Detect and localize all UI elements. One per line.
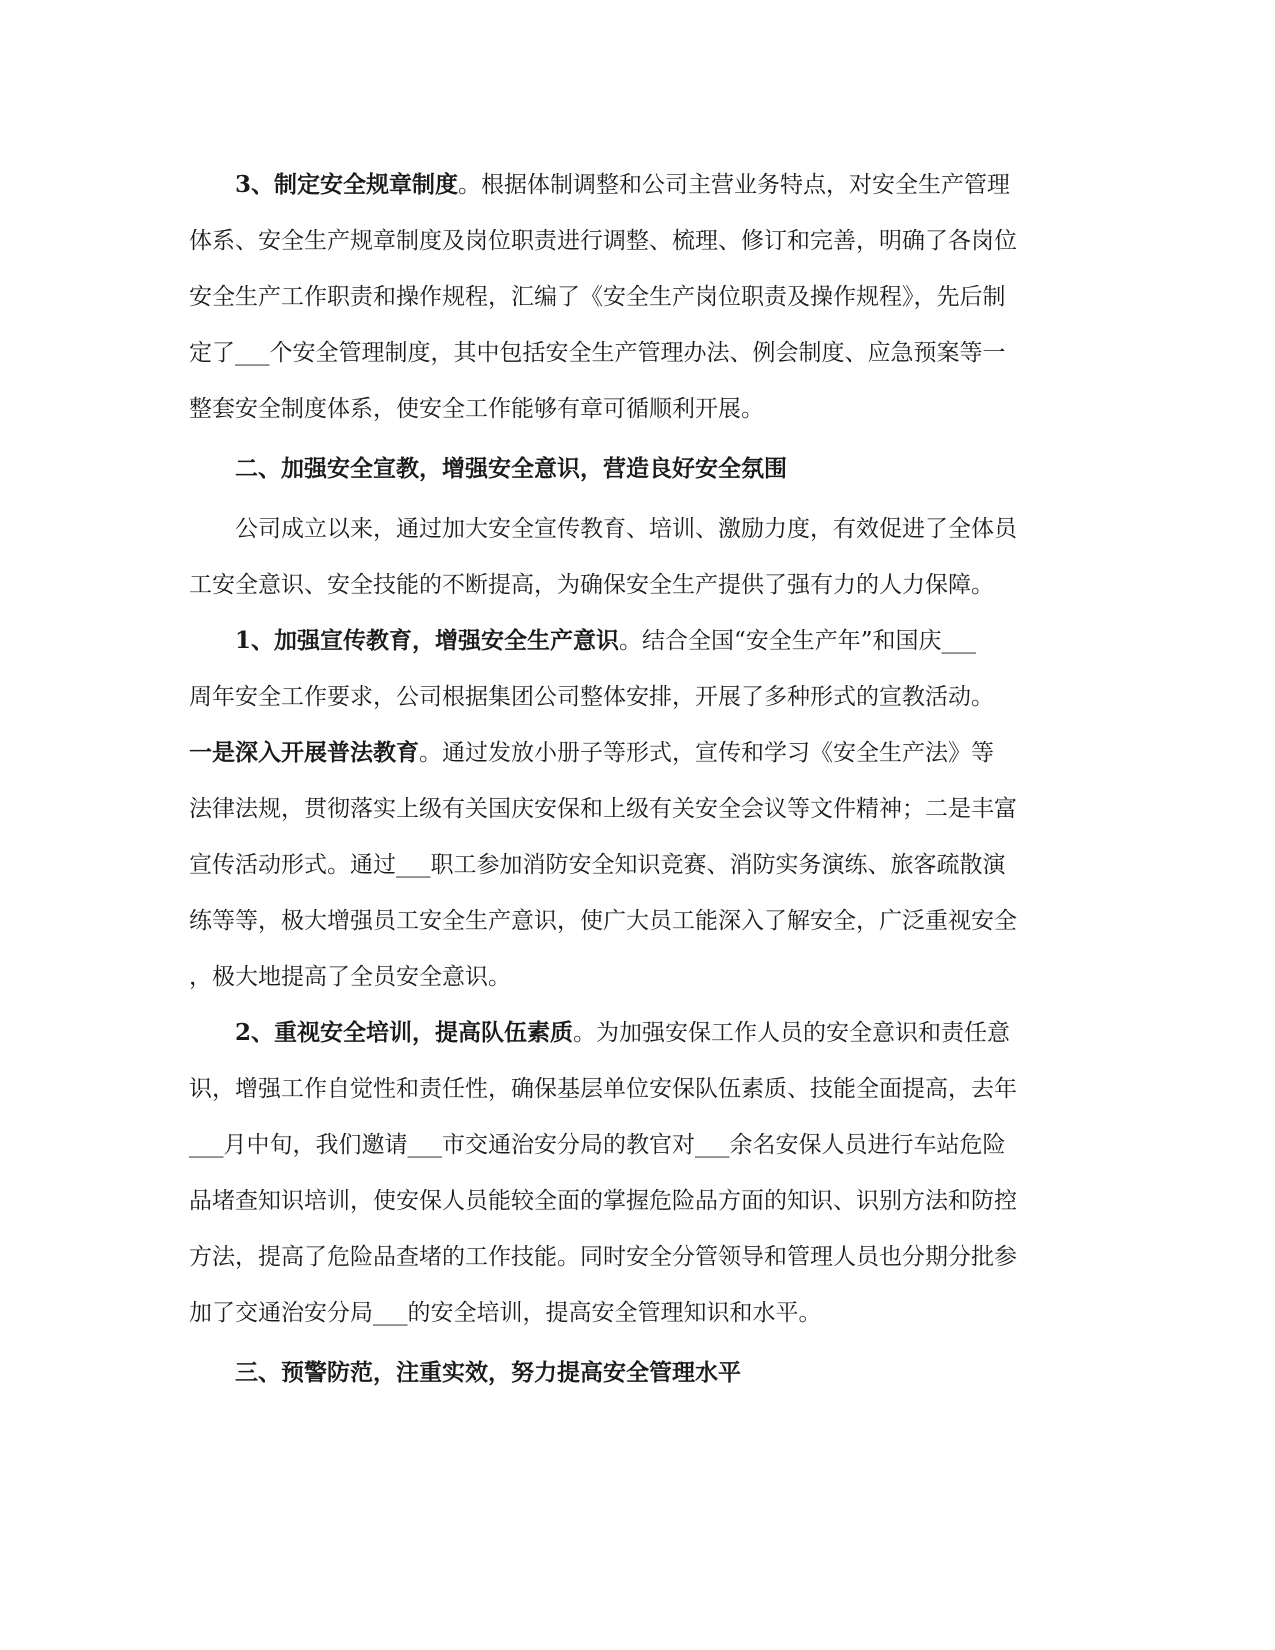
paragraph-line xyxy=(235,1018,1010,1048)
paragraph-line: 加了交通治安分局___的安全培训，提高安全管理知识和水平。 xyxy=(189,1300,822,1326)
paragraph-line: 识，增强工作自觉性和责任性，确保基层单位安保队伍素质、技能全面提高，去年 xyxy=(189,1076,1017,1102)
paragraph-line: ___月中旬，我们邀请___市交通治安分局的教官对___余名安保人员进行车站危险 xyxy=(189,1132,1006,1158)
paragraph-line: ，极大地提高了全员安全意识。 xyxy=(189,964,511,990)
paragraph-line: 定了___个安全管理制度，其中包括安全生产管理办法、例会制度、应急预案等一 xyxy=(189,340,1006,366)
paragraph-line xyxy=(189,738,994,768)
text-run: 。结合全国“安全生产年”和国庆___ xyxy=(619,628,977,654)
text-run: 。为加强安保工作人员的安全意识和责任意 xyxy=(573,1020,1011,1046)
paragraph-line: 宣传活动形式。通过___职工参加消防安全知识竞赛、消防实务演练、旅客疏散演 xyxy=(189,852,1006,878)
section-heading: 三、预警防范，注重实效，努力提高安全管理水平 xyxy=(235,1359,741,1386)
paragraph-line: 体系、安全生产规章制度及岗位职责进行调整、梳理、修订和完善，明确了各岗位 xyxy=(189,228,1017,254)
bold-lead: 3、制定安全规章制度 xyxy=(235,171,459,198)
paragraph-line: 安全生产工作职责和操作规程，汇编了《安全生产岗位职责及操作规程》，先后制 xyxy=(189,284,1006,310)
paragraph-line: 品堵查知识培训，使安保人员能较全面的掌握危险品方面的知识、识别方法和防控 xyxy=(189,1188,1017,1214)
section-heading: 二、加强安全宣教，增强安全意识，营造良好安全氛围 xyxy=(235,455,787,482)
paragraph-line xyxy=(235,626,976,656)
bold-lead: 一是深入开展普法教育 xyxy=(189,739,419,766)
text-run: 。根据体制调整和公司主营业务特点，对安全生产管理 xyxy=(458,172,1011,198)
paragraph-line: 法律法规，贯彻落实上级有关国庆安保和上级有关安全会议等文件精神；二是丰富 xyxy=(189,796,1017,822)
paragraph-line: 周年安全工作要求，公司根据集团公司整体安排，开展了多种形式的宣教活动。 xyxy=(189,684,994,710)
bold-lead: 1、加强宣传教育，增强安全生产意识 xyxy=(235,627,620,654)
paragraph-line xyxy=(235,170,1010,200)
text-run: 。通过发放小册子等形式，宣传和学习《安全生产法》等 xyxy=(419,740,994,766)
bold-lead: 2、重视安全培训，提高队伍素质 xyxy=(235,1019,574,1046)
paragraph-line: 工安全意识、安全技能的不断提高，为确保安全生产提供了强有力的人力保障。 xyxy=(189,572,994,598)
paragraph-line: 练等等，极大增强员工安全生产意识，使广大员工能深入了解安全，广泛重视安全 xyxy=(189,908,1017,934)
paragraph-line: 公司成立以来，通过加大安全宣传教育、培训、激励力度，有效促进了全体员 xyxy=(235,516,1017,542)
paragraph-line: 整套安全制度体系，使安全工作能够有章可循顺利开展。 xyxy=(189,396,764,422)
paragraph-line: 方法，提高了危险品查堵的工作技能。同时安全分管领导和管理人员也分期分批参 xyxy=(189,1244,1017,1270)
